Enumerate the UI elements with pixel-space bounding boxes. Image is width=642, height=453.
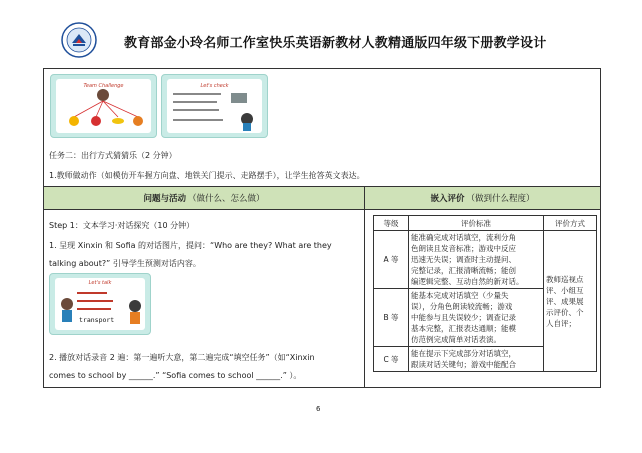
slide-title: Let's talk — [88, 280, 112, 286]
criteria-line: 基本完整，汇报表达通顺；能模 — [411, 324, 516, 333]
activity-line: talking about?” 引导学生预测对话内容。 — [49, 259, 201, 268]
criteria-line: 完整记录，汇报清晰流畅；能创 — [411, 266, 516, 275]
criteria-line: 能在提示下完成部分对话填空， — [411, 349, 516, 358]
page-number: 6 — [316, 405, 321, 413]
criteria-line: 中能参与且失误较少；调查记录 — [411, 313, 516, 322]
criteria-line: 跟读对话关键句；游戏中能配合 — [411, 360, 516, 369]
step1-heading: Step 1：文本学习·对话探究（10 分钟） — [49, 221, 195, 230]
evaluation-table — [373, 215, 597, 372]
level-cell: C 等 — [374, 347, 409, 372]
check-lines-illustration — [167, 79, 262, 133]
evaluation-column-header — [364, 186, 601, 210]
column-header-bold: 问题与活动 — [143, 194, 186, 204]
table-row — [374, 231, 597, 289]
criteria-line: 能准确完成对话填空，流利分角 — [411, 233, 516, 242]
criteria-line: 仿范例完成简单对话表演。 — [411, 335, 501, 344]
criteria-line: 误），分角色朗读较流畅；游戏 — [411, 302, 513, 311]
task2-title: 任务二：出行方式猜猜乐（2 分钟） — [49, 151, 177, 160]
column-header-note: （做到什么程度） — [466, 194, 535, 204]
task2-instruction: 1.教师做动作（如模仿开车握方向盘、地铁关门提示、走路摆手），让学生抢答英文表达。 — [49, 171, 365, 180]
method-line: 人自评； — [546, 318, 576, 328]
column-header-bold: 嵌入评价 — [430, 194, 465, 204]
team-challenge-slide — [50, 74, 157, 138]
activity-line: 1. 呈现 Xinxin 和 Sofia 的对话图片，提问：“Who are they? What are they — [49, 241, 332, 250]
method-line: 评、成果展 — [546, 296, 584, 306]
criteria-cell — [409, 347, 544, 372]
fruit-diagram-illustration — [56, 79, 151, 133]
page-title: 教育部金小玲名师工作室快乐英语新教材人教精通版四年级下册教学设计 — [124, 36, 547, 51]
column-header-note: （做什么、怎么做） — [188, 194, 265, 204]
criteria-line: 编逻辑完整、互动自然的新对话。 — [411, 277, 524, 286]
activity-line: comes to school by ______.” “Sofia comes to school ______.” ）。 — [49, 371, 302, 380]
slide-word: transport — [79, 316, 115, 324]
criteria-line: 能基本完成对话填空（少量失 — [411, 291, 509, 300]
method-line: 教师巡视点 — [546, 274, 584, 284]
table-header-cell: 评价方式 — [544, 216, 597, 231]
criteria-line: 色朗读且发音标准；游戏中反应 — [411, 244, 516, 253]
lets-talk-slide — [49, 273, 151, 335]
criteria-line: 迅速无失误；调查时主动提问、 — [411, 255, 516, 264]
method-line: 示评价、个 — [546, 307, 584, 317]
activity-column-header — [43, 186, 365, 210]
level-cell: B 等 — [374, 289, 409, 347]
table-header-cell: 等级 — [374, 216, 409, 231]
slide-thumbnails — [50, 74, 250, 144]
table-header-cell: 评价标准 — [409, 216, 544, 231]
level-cell: A 等 — [374, 231, 409, 289]
school-logo — [61, 22, 97, 58]
criteria-cell — [409, 289, 544, 347]
criteria-cell — [409, 231, 544, 289]
activity-line: 2. 播放对话录音 2 遍：第一遍听大意，第二遍完成“填空任务”（如“Xinxin — [49, 353, 315, 362]
method-cell — [544, 231, 597, 372]
lets-check-slide — [161, 74, 268, 138]
slide-title: Let's check — [200, 83, 229, 89]
table-header-row — [374, 216, 597, 231]
slide-title: Team Challenge — [83, 83, 124, 89]
method-line: 评、小组互 — [546, 285, 584, 295]
